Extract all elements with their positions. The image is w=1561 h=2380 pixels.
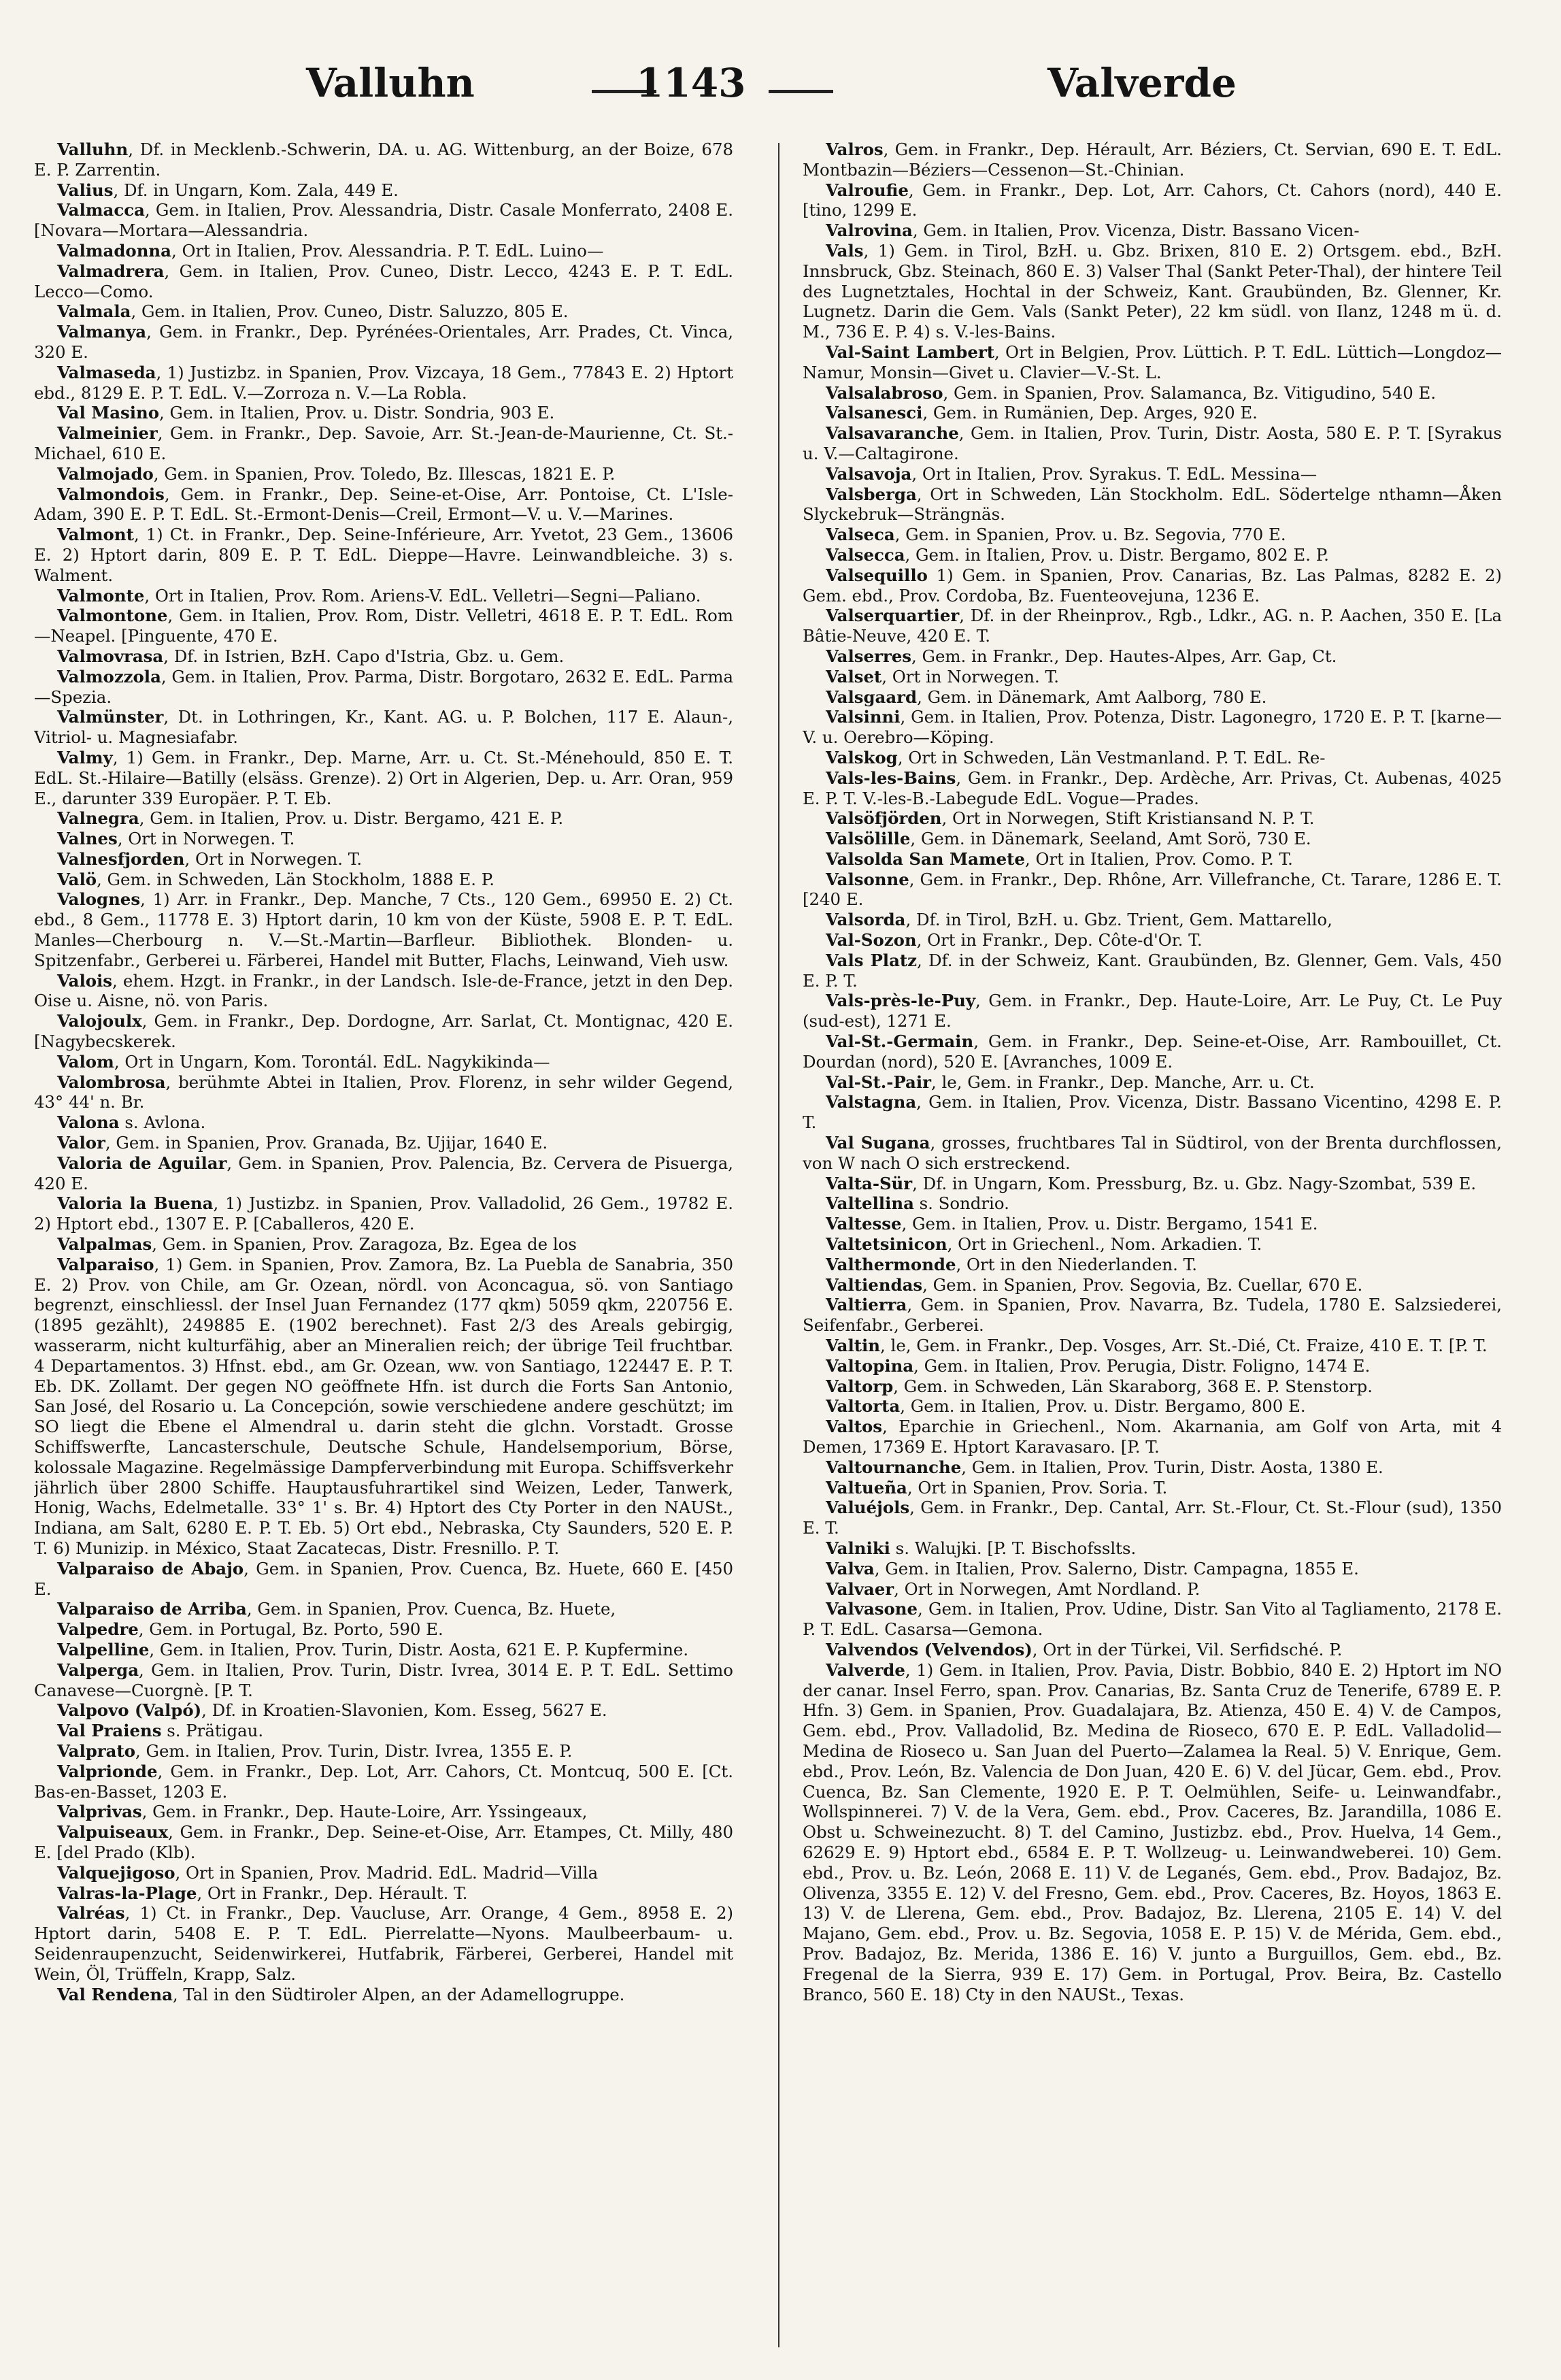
dictionary-entry: Vals Platz, Df. in der Schweiz, Kant. Graubünden, Bz. Glenner, Gem. Vals, 450 E. P. T. [803, 950, 1502, 991]
dictionary-entry: Valtorp, Gem. in Schweden, Län Skaraborg, 368 E. P. Stenstorp. [826, 1376, 1373, 1396]
dictionary-entry: Valtellina s. Sondrio. [826, 1193, 1009, 1214]
dictionary-entry: Valsavoja, Ort in Italien, Prov. Syrakus. T. EdL. Messina— [826, 463, 1317, 484]
dictionary-entry: Valor, Gem. in Spanien, Prov. Granada, Bz. Ujijar, 1640 E. [57, 1133, 548, 1153]
dictionary-entry: Valsavaranche, Gem. in Italien, Prov. Turin, Distr. Aosta, 580 E. P. T. [Syrakus u. V.—Caltagirone. [803, 423, 1502, 463]
dictionary-entry: Valprato, Gem. in Italien, Prov. Turin, Distr. Ivrea, 1355 E. P. [57, 1740, 573, 1761]
dictionary-entry: Valquejigoso, Ort in Spanien, Prov. Madrid. EdL. Madrid—Villa [57, 1862, 599, 1883]
left-column [34, 139, 733, 2364]
dictionary-entry: Valmont, 1) Ct. in Frankr., Dep. Seine-Inférieure, Arr. Yvetot, 23 Gem., 13606 E. 2) Hptort darin, 809 E. P. T. EdL. Dieppe—Havre. Leinwandbleiche. 3) s. Walment. [34, 525, 733, 585]
dictionary-entry: Valojoulx, Gem. in Frankr., Dep. Dordogne, Arr. Sarlat, Ct. Montignac, 420 E. [Nagybecskerek. [34, 1011, 733, 1052]
dictionary-entry: Valö, Gem. in Schweden, Län Stockholm, 1888 E. P. [57, 869, 495, 889]
dictionary-entry: Valtournanche, Gem. in Italien, Prov. Turin, Distr. Aosta, 1380 E. [826, 1457, 1383, 1477]
dictionary-entry: Valom, Ort in Ungarn, Kom. Torontál. EdL. Nagykikinda— [57, 1051, 550, 1072]
dictionary-entry: Valognes, 1) Arr. in Frankr., Dep. Manche, 7 Cts., 120 Gem., 69950 E. 2) Ct. ebd., 8 Gem., 11778 E. 3) Hptort darin, 10 km von der Küste, 5908 E. P. T. EdL. Manles—Cherbourg n. V.—St.-Martin—Barfleur. Bibliothek. Blonden- u. Spitzenfabr., Gerberei u. Färberei, Handel mit Butter, Flachs, Leinwand, Vieh usw. [34, 889, 733, 970]
dictionary-entry: Valsolda San Mamete, Ort in Italien, Prov. Como. P. T. [826, 848, 1293, 869]
dictionary-entry: Valtiendas, Gem. in Spanien, Prov. Segovia, Bz. Cuellar, 670 E. [826, 1274, 1363, 1295]
dictionary-entry: Valmozzola, Gem. in Italien, Prov. Parma, Distr. Borgotaro, 2632 E. EdL. Parma—Spezia. [34, 666, 733, 707]
header-right-keyword: Valverde [1047, 60, 1237, 106]
dictionary-entry: Valombrosa, berühmte Abtei in Italien, Prov. Florenz, in sehr wilder Gegend, 43° 44' n. Br. [34, 1072, 733, 1112]
dictionary-entry: Valva, Gem. in Italien, Prov. Salerno, Distr. Campagna, 1855 E. [826, 1558, 1359, 1579]
dictionary-entry: Val Rendena, Tal in den Südtiroler Alpen, an der Adamellogruppe. [57, 1984, 625, 2004]
dictionary-entry: Valuéjols, Gem. in Frankr., Dep. Cantal, Arr. St.-Flour, Ct. St.-Flour (sud), 1350 E. T. [803, 1498, 1502, 1538]
dictionary-entry: Val Praiens s. Prätigau. [57, 1721, 264, 1741]
dictionary-entry: Valpovo (Valpó), Df. in Kroatien-Slavonien, Kom. Esseg, 5627 E. [57, 1700, 607, 1721]
dictionary-entry: Valsölille, Gem. in Dänemark, Seeland, Amt Sorö, 730 E. [826, 829, 1311, 849]
header-dash-right [769, 90, 833, 93]
dictionary-entry: Valmondois, Gem. in Frankr., Dep. Seine-et-Oise, Arr. Pontoise, Ct. L'Isle-Adam, 390 E. P. T. EdL. St.-Ermont-Denis—Creil, Ermont—V. u. V.—Marines. [34, 484, 733, 525]
dictionary-entry: Valskog, Ort in Schweden, Län Vestmanland. P. T. EdL. Re- [826, 747, 1326, 767]
dictionary-entry: Valsberga, Ort in Schweden, Län Stockholm. EdL. Södertelge nthamn—Åken Slyckebruk—Strängnäs. [803, 484, 1502, 525]
dictionary-entry: Valoria la Buena, 1) Justizbz. in Spanien, Prov. Valladolid, 26 Gem., 19782 E. 2) Hptort ebd., 1307 E. P. [Caballeros, 420 E. [34, 1193, 733, 1234]
dictionary-entry: Valserquartier, Df. in der Rheinprov., Rgb., Ldkr., AG. n. P. Aachen, 350 E. [La Bâtie-Neuve, 420 E. T. [803, 606, 1502, 646]
dictionary-entry: Valmadonna, Ort in Italien, Prov. Alessandria. P. T. EdL. Luino— [57, 240, 604, 261]
right-column [803, 139, 1502, 2364]
page-header [0, 54, 1561, 136]
dictionary-entry: Valmeinier, Gem. in Frankr., Dep. Savoie, Arr. St.-Jean-de-Maurienne, Ct. St.-Michael, 610 E. [34, 423, 733, 463]
dictionary-entry: Val-St.-Pair, le, Gem. in Frankr., Dep. Manche, Arr. u. Ct. [826, 1072, 1315, 1092]
dictionary-entry: Valona s. Avlona. [57, 1112, 206, 1133]
dictionary-entry: Valtueña, Ort in Spanien, Prov. Soria. T. [826, 1477, 1168, 1498]
dictionary-entry: Valréas, 1) Ct. in Frankr., Dep. Vaucluse, Arr. Orange, 4 Gem., 8958 E. 2) Hptort darin, 5408 E. P. T. EdL. Pierrelatte—Nyons. Maulbeerbaum- u. Seidenraupenzucht, Seidenwirkerei, Hutfabrik, Färberei, Gerberei, Handel mit Wein, Öl, Trüffeln, Krapp, Salz. [34, 1903, 733, 1984]
dictionary-entry: Valpelline, Gem. in Italien, Prov. Turin, Distr. Aosta, 621 E. P. Kupfermine. [57, 1639, 689, 1659]
dictionary-entry: Valius, Df. in Ungarn, Kom. Zala, 449 E. [57, 180, 399, 200]
dictionary-entry: Valtos, Eparchie in Griechenl., Nom. Akarnania, am Golf von Arta, mit 4 Demen, 17369 E. Hptort Karavasaro. [P. T. [803, 1417, 1502, 1457]
dictionary-entry: Valtopina, Gem. in Italien, Prov. Perugia, Distr. Foligno, 1474 E. [826, 1355, 1371, 1376]
dictionary-entry: Valtorta, Gem. in Italien, Prov. u. Distr. Bergamo, 800 E. [826, 1396, 1306, 1417]
dictionary-entry: Valperga, Gem. in Italien, Prov. Turin, Distr. Ivrea, 3014 E. P. T. EdL. Settimo Canavese—Cuorgnè. [P. T. [34, 1659, 733, 1700]
dictionary-entry: Valtesse, Gem. in Italien, Prov. u. Distr. Bergamo, 1541 E. [826, 1214, 1318, 1234]
dictionary-entry: Val-Sozon, Ort in Frankr., Dep. Côte-d'Or. T. [826, 930, 1203, 951]
dictionary-entry: Valtierra, Gem. in Spanien, Prov. Navarra, Bz. Tudela, 1780 E. Salzsiederei, Seifenfabr., Gerberei. [803, 1295, 1502, 1336]
dictionary-entry: Valsinni, Gem. in Italien, Prov. Potenza, Distr. Lagonegro, 1720 E. P. T. [karne—V. u. Oerebro—Köping. [803, 707, 1502, 748]
dictionary-entry: Valthermonde, Ort in den Niederlanden. T. [826, 1254, 1198, 1274]
dictionary-entry: Valmy, 1) Gem. in Frankr., Dep. Marne, Arr. u. Ct. St.-Ménehould, 850 E. T. EdL. St.-Hilaire—Batilly (elsäss. Grenze). 2) Ort in Algerien, Dep. u. Arr. Oran, 959 E., darunter 339 Europäer. P. T. Eb. [34, 747, 733, 808]
header-left-keyword: Valluhn [306, 60, 475, 106]
dictionary-entry: Valparaiso de Arriba, Gem. in Spanien, Prov. Cuenca, Bz. Huete, [57, 1599, 616, 1619]
dictionary-entry: Valprivas, Gem. in Frankr., Dep. Haute-Loire, Arr. Yssingeaux, [57, 1802, 588, 1822]
dictionary-entry: Val-St.-Germain, Gem. in Frankr., Dep. Seine-et-Oise, Arr. Rambouillet, Ct. Dourdan (nord), 520 E. [Avranches, 1009 E. [803, 1031, 1502, 1072]
dictionary-entry: Valmovrasa, Df. in Istrien, BzH. Capo d'Istria, Gbz. u. Gem. [57, 646, 565, 666]
dictionary-entry: Vals-les-Bains, Gem. in Frankr., Dep. Ardèche, Arr. Privas, Ct. Aubenas, 4025 E. P. T. V.-les-B.-Labegude EdL. Vogue—Prades. [803, 767, 1502, 808]
dictionary-entry: Valros, Gem. in Frankr., Dep. Hérault, Arr. Béziers, Ct. Servian, 690 E. T. EdL. Montbazin—Béziers—Cessenon—St.-Chinian. [803, 139, 1502, 180]
dictionary-entry: Valtetsinicon, Ort in Griechenl., Nom. Arkadien. T. [826, 1234, 1262, 1255]
dictionary-entry: Valmanya, Gem. in Frankr., Dep. Pyrénées-Orientales, Arr. Prades, Ct. Vinca, 320 E. [34, 322, 733, 362]
dictionary-entry: Valserres, Gem. in Frankr., Dep. Hautes-Alpes, Arr. Gap, Ct. [826, 646, 1337, 666]
dictionary-entry: Valtin, le, Gem. in Frankr., Dep. Vosges, Arr. St.-Dié, Ct. Fraize, 410 E. T. [P. T. [826, 1336, 1488, 1356]
dictionary-entry: Valpuiseaux, Gem. in Frankr., Dep. Seine-et-Oise, Arr. Etampes, Ct. Milly, 480 E. [del Prado (Klb). [34, 1822, 733, 1862]
dictionary-entry: Valpalmas, Gem. in Spanien, Prov. Zaragoza, Bz. Egea de los [57, 1234, 577, 1255]
dictionary-entry: Valparaiso, 1) Gem. in Spanien, Prov. Zamora, Bz. La Puebla de Sanabria, 350 E. 2) Prov. von Chile, am Gr. Ozean, nördl. von Aconcagua, sö. von Santiago begrenzt, einschliessl. der Insel Juan Fernandez (177 qkm) 5059 qkm, 220756 E. (1895 gezählt), 249885 E. (1902 berechnet). Fast 2/3 des Areals gebirgig, wasserarm, nicht kulturfähig, aber an Mineralien reich; der übrige Teil fruchtbar. 4 Departamentos. 3) Hfnst. ebd., am Gr. Ozean, ww. von Santiago, 122447 E. P. T. Eb. DK. Zollamt. Der gegen NO geöffnete Hfn. ist durch die Forts San Antonio, San José, del Rosario u. La Concepción, sowie verschiedene andere geschützt; im SO liegt die Ebene el Almendral u. darin steht die glchn. Vorstadt. Grosse Schiffswerfte, Lancasterschule, Deutsche Schule, Handelsemporium, Börse, kolossale Magazine. Regelmässige Dampferverbindung mit Europa. Schiffsverkehr jährlich über 2800 Schiffe. Hauptausfuhrartikel sind Weizen, Leder, Tanwerk, Honig, Wachs, Edelmetalle. 33° 1' s. Br. 4) Hptort des Cty Porter in den NAUSt., Indiana, am Salt, 6280 E. P. T. Eb. 5) Ort ebd., Nebraska, Cty Saunders, 520 E. P. T. 6) Munizip. in México, Staat Zacatecas, Distr. Fresnillo. P. T. [34, 1254, 733, 1558]
dictionary-entry: Valset, Ort in Norwegen. T. [826, 666, 1059, 687]
column-divider [778, 143, 779, 2347]
dictionary-entry: Valsöfjörden, Ort in Norwegen, Stift Kristiansand N. P. T. [826, 808, 1315, 829]
dictionary-entry: Valsalabroso, Gem. in Spanien, Prov. Salamanca, Bz. Vitigudino, 540 E. [826, 382, 1437, 403]
dictionary-entry: Valnegra, Gem. in Italien, Prov. u. Distr. Bergamo, 421 E. P. [57, 808, 564, 829]
dictionary-entry: Valmonte, Ort in Italien, Prov. Rom. Ariens-V. EdL. Velletri—Segni—Paliano. [57, 585, 701, 606]
dictionary-entry: Valluhn, Df. in Mecklenb.-Schwerin, DA. u. AG. Wittenburg, an der Boize, 678 E. P. Zarrentin. [34, 139, 733, 180]
dictionary-entry: Valvaer, Ort in Norwegen, Amt Nordland. P. [826, 1579, 1201, 1599]
dictionary-entry: Valta-Sür, Df. in Ungarn, Kom. Pressburg, Bz. u. Gbz. Nagy-Szombat, 539 E. [826, 1173, 1477, 1193]
dictionary-entry: Valsanesci, Gem. in Rumänien, Dep. Arges, 920 E. [826, 403, 1258, 423]
dictionary-entry: Val Sugana, grosses, fruchtbares Tal in Südtirol, von der Brenta durchflossen, von W nach O sich erstreckend. [803, 1133, 1502, 1173]
dictionary-entry: Valras-la-Plage, Ort in Frankr., Dep. Hérault. T. [57, 1883, 468, 1903]
dictionary-entry: Valmala, Gem. in Italien, Prov. Cuneo, Distr. Saluzzo, 805 E. [57, 301, 569, 322]
dictionary-entry: Valmadrera, Gem. in Italien, Prov. Cuneo, Distr. Lecco, 4243 E. P. T. EdL. Lecco—Como. [34, 261, 733, 301]
dictionary-entry: Valrovina, Gem. in Italien, Prov. Vicenza, Distr. Bassano Vicen- [826, 220, 1360, 241]
dictionary-entry: Valniki s. Walujki. [P. T. Bischofsslts. [826, 1538, 1137, 1558]
page-number: 1143 [636, 60, 746, 106]
dictionary-entry: Valstagna, Gem. in Italien, Prov. Vicenza, Distr. Bassano Vicentino, 4298 E. P. T. [803, 1092, 1502, 1133]
dictionary-entry: Valseca, Gem. in Spanien, Prov. u. Bz. Segovia, 770 E. [826, 525, 1286, 545]
dictionary-entry: Val-Saint Lambert, Ort in Belgien, Prov. Lüttich. P. T. EdL. Lüttich—Longdoz—Namur, Monsin—Givet u. Clavier—V.-St. L. [803, 342, 1502, 382]
dictionary-entry: Valprionde, Gem. in Frankr., Dep. Lot, Arr. Cahors, Ct. Montcuq, 500 E. [Ct. Bas-en-Basset, 1203 E. [34, 1761, 733, 1802]
dictionary-entry: Valverde, 1) Gem. in Italien, Prov. Pavia, Distr. Bobbio, 840 E. 2) Hptort im NO der canar. Insel Ferro, span. Prov. Canarias, Bz. Santa Cruz de Tenerife, 6789 E. P. Hfn. 3) Gem. in Spanien, Prov. Guadalajara, Bz. Atienza, 450 E. 4) V. de Campos, Gem. ebd., Prov. Valladolid, Bz. Medina de Rioseco, 670 E. P. EdL. Valladolid—Medina de Rioseco u. San Juan del Puerto—Zalamea la Real. 5) V. Enrique, Gem. ebd., Prov. León, Bz. Valencia de Don Juan, 420 E. 6) V. del Jücar, Gem. ebd., Prov. Cuenca, Bz. San Clemente, 1920 E. P. T. Oelmühlen, Seife- u. Leinwandfabr., Wollspinnerei. 7) V. de la Vera, Gem. ebd., Prov. Caceres, Bz. Jarandilla, 1086 E. Obst u. Schweinezucht. 8) T. del Camino, Justizbz. ebd., Prov. Huelva, 14 Gem., 62629 E. 9) Hptort ebd., 6584 E. P. T. Wollzeug- u. Leinwandweberei. 10) Gem. ebd., Prov. u. Bz. León, 2068 E. 11) V. de Leganés, Gem. ebd., Prov. Badajoz, Bz. Olivenza, 3355 E. 12) V. del Fresno, Gem. ebd., Prov. Caceres, Bz. Hoyos, 1863 E. 13) V. de Llerena, Gem. ebd., Prov. Badajoz, Bz. Llerena, 2105 E. 14) V. del Majano, Gem. ebd., Prov. u. Bz. Segovia, 1058 E. P. 15) V. de Mérida, Gem. ebd., Prov. Badajoz, Bz. Merida, 1386 E. 16) V. junto a Burguillos, Gem. ebd., Bz. Fregenal de la Sierra, 939 E. 17) Gem. in Portugal, Prov. Beira, Bz. Castello Branco, 560 E. 18) Cty in den NAUSt., Texas. [803, 1659, 1502, 2004]
dictionary-entry: Valmacca, Gem. in Italien, Prov. Alessandria, Distr. Casale Monferrato, 2408 E. [Novara—Mortara—Alessandria. [34, 200, 733, 241]
dictionary-entry: Valmojado, Gem. in Spanien, Prov. Toledo, Bz. Illescas, 1821 E. P. [57, 463, 616, 484]
dictionary-entry: Valvendos (Velvendos), Ort in der Türkei, Vil. Serfidsché. P. [826, 1639, 1343, 1659]
dictionary-entry: Valnesfjorden, Ort in Norwegen. T. [57, 848, 363, 869]
dictionary-entry: Vals, 1) Gem. in Tirol, BzH. u. Gbz. Brixen, 810 E. 2) Ortsgem. ebd., BzH. Innsbruck, Gbz. Steinach, 860 E. 3) Valser Thal (Sankt Peter-Thal), der hintere Teil des Lugnetztales, Hochtal in der Schweiz, Kant. Graubünden, Bz. Glenner, Kr. Lugnetz. Darin die Gem. Vals (Sankt Peter), 22 km südl. von Ilanz, 1248 m ü. d. M., 736 E. P. 4) s. V.-les-Bains. [803, 240, 1502, 342]
dictionary-entry: Val Masino, Gem. in Italien, Prov. u. Distr. Sondria, 903 E. [57, 403, 555, 423]
dictionary-entry: Valroufie, Gem. in Frankr., Dep. Lot, Arr. Cahors, Ct. Cahors (nord), 440 E. [tino, 1299 E. [803, 180, 1502, 220]
dictionary-entry: Valmaseda, 1) Justizbz. in Spanien, Prov. Vizcaya, 18 Gem., 77843 E. 2) Hptort ebd., 8129 E. P. T. EdL. V.—Zorroza n. V.—La Robla. [34, 362, 733, 403]
dictionary-entry: Valmontone, Gem. in Italien, Prov. Rom, Distr. Velletri, 4618 E. P. T. EdL. Rom—Neapel. [Pinguente, 470 E. [34, 606, 733, 646]
dictionary-entry: Valoria de Aguilar, Gem. in Spanien, Prov. Palencia, Bz. Cervera de Pisuerga, 420 E. [34, 1153, 733, 1193]
dictionary-entry: Valsgaard, Gem. in Dänemark, Amt Aalborg, 780 E. [826, 687, 1267, 707]
dictionary-entry: Valsonne, Gem. in Frankr., Dep. Rhône, Arr. Villefranche, Ct. Tarare, 1286 E. T. [240 E. [803, 869, 1502, 910]
dictionary-entry: Valpedre, Gem. in Portugal, Bz. Porto, 590 E. [57, 1619, 443, 1640]
dictionary-entry: Valmünster, Dt. in Lothringen, Kr., Kant. AG. u. P. Bolchen, 117 E. Alaun-, Vitriol- u. Magnesiafabr. [34, 707, 733, 748]
dictionary-entry: Valnes, Ort in Norwegen. T. [57, 829, 295, 849]
dictionary-entry: Valsequillo 1) Gem. in Spanien, Prov. Canarias, Bz. Las Palmas, 8282 E. 2) Gem. ebd., Prov. Cordoba, Bz. Fuenteovejuna, 1236 E. [803, 565, 1502, 606]
dictionary-entry: Valsecca, Gem. in Italien, Prov. u. Distr. Bergamo, 802 E. P. [826, 544, 1329, 565]
dictionary-entry: Vals-près-le-Puy, Gem. in Frankr., Dep. Haute-Loire, Arr. Le Puy, Ct. Le Puy (sud-est), 1271 E. [803, 991, 1502, 1031]
dictionary-entry: Valois, ehem. Hzgt. in Frankr., in der Landsch. Isle-de-France, jetzt in den Dep. Oise u. Aisne, nö. von Paris. [34, 970, 733, 1011]
dictionary-entry: Valparaiso de Abajo, Gem. in Spanien, Prov. Cuenca, Bz. Huete, 660 E. [450 E. [34, 1558, 733, 1599]
dictionary-entry: Valvasone, Gem. in Italien, Prov. Udine, Distr. San Vito al Tagliamento, 2178 E. P. T. EdL. Casarsa—Gemona. [803, 1599, 1502, 1640]
dictionary-entry: Valsorda, Df. in Tirol, BzH. u. Gbz. Trient, Gem. Mattarello, [826, 910, 1332, 930]
